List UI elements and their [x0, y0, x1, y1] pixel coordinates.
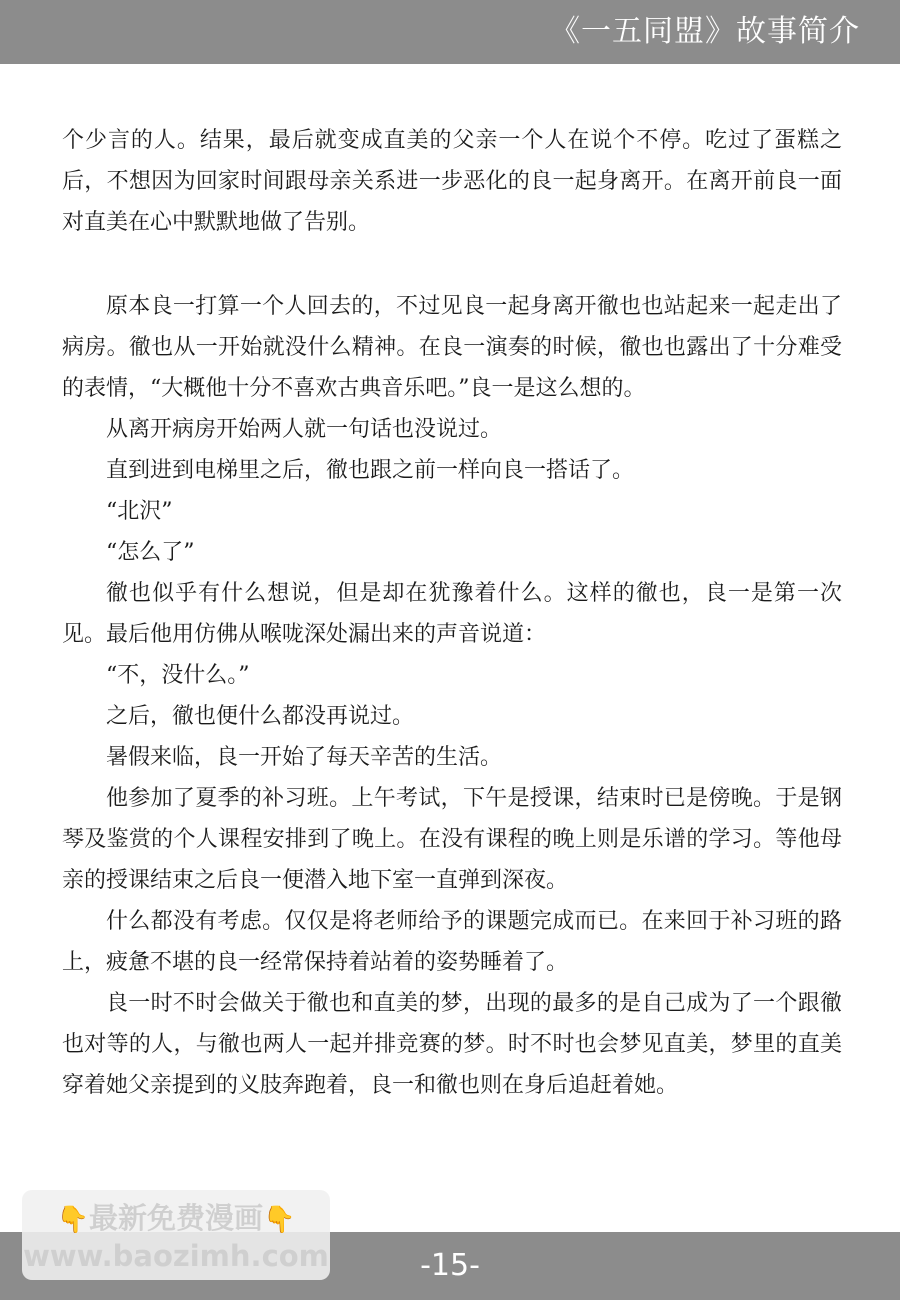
- dialogue-line: “北沢”: [106, 499, 173, 524]
- paragraph: 暑假来临，良一开始了每天辛苦的生活。: [106, 745, 503, 770]
- watermark-badge: [22, 1190, 330, 1280]
- paragraph: 从离开病房开始两人就一句话也没说过。: [106, 417, 503, 442]
- paragraph: 徹也似乎有什么想说，但是却在犹豫着什么。这样的徹也，良一是第一次见。最后他用仿佛从喉咙深处漏出来的声音说道：: [62, 581, 842, 647]
- pointing-down-hand-icon: 👇: [263, 1205, 296, 1235]
- paragraph: 直到进到电梯里之后，徹也跟之前一样向良一搭话了。: [106, 458, 635, 483]
- paragraph: 原本良一打算一个人回去的，不过见良一起身离开徹也也站起来一起走出了病房。徹也从一开始就没什么精神。在良一演奏的时候，徹也也露出了十分难受的表情，“大概他十分不喜欢古典音乐吧。”良一是这么想的。: [62, 294, 842, 401]
- page-number: -15-: [420, 1248, 480, 1283]
- paragraph: 什么都没有考虑。仅仅是将老师给予的课题完成而已。在来回于补习班的路上，疲惫不堪的良一经常保持着站着的姿势睡着了。: [62, 909, 842, 975]
- pointing-down-hand-icon: 👇: [56, 1205, 89, 1235]
- watermark-slogan-text: 最新免费漫画: [88, 1201, 263, 1235]
- paragraph: 他参加了夏季的补习班。上午考试，下午是授课，结束时已是傍晚。于是钢琴及鉴赏的个人课程安排到了晚上。在没有课程的晚上则是乐谱的学习。等他母亲的授课结束之后良一便潜入地下室一直弹到深夜。: [62, 786, 842, 893]
- dialogue-line: “怎么了”: [106, 540, 195, 565]
- paragraph: 个少言的人。结果，最后就变成直美的父亲一个人在说个不停。吃过了蛋糕之后，不想因为回家时间跟母亲关系进一步恶化的良一起身离开。在离开前良一面对直美在心中默默地做了告别。: [62, 128, 842, 235]
- paragraph: 良一时不时会做关于徹也和直美的梦，出现的最多的是自己成为了一个跟徹也对等的人，与徹也两人一起并排竞赛的梦。时不时也会梦见直美，梦里的直美穿着她父亲提到的义肢奔跑着，良一和徹也则在身后追赶着她。: [62, 991, 842, 1098]
- header-bar: [0, 0, 900, 64]
- paragraph: 之后，徹也便什么都没再说过。: [106, 704, 415, 729]
- watermark-slogan: [22, 1200, 330, 1238]
- story-text: [62, 120, 842, 1106]
- header-title: 《一五同盟》故事简介: [550, 14, 860, 49]
- dialogue-line: “不，没什么。”: [106, 663, 250, 688]
- watermark-url: www.baozimh.com: [23, 1239, 329, 1273]
